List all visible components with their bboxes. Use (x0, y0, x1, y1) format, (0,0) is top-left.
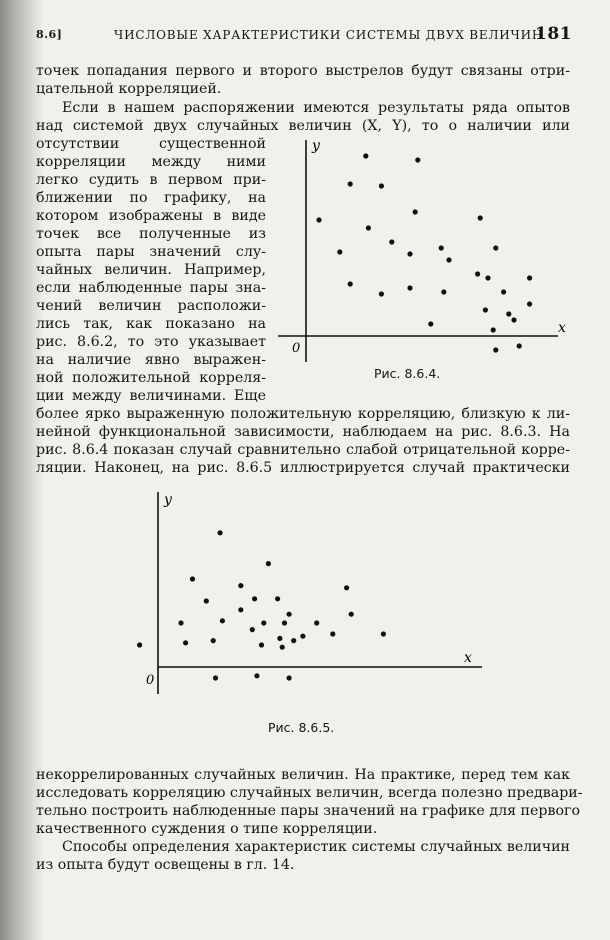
running-title: ЧИСЛОВЫЕ ХАРАКТЕРИСТИКИ СИСТЕМЫ ДВУХ ВЕЛИЧИН (114, 28, 544, 42)
data-point-7 (252, 596, 257, 601)
text-line: если наблюденные пары зна- (36, 280, 266, 296)
data-point-2 (415, 157, 420, 162)
data-point-18 (330, 631, 335, 636)
data-point-18 (407, 285, 412, 290)
text-line: более ярко выраженную положительную корреляцию, близкую к ли- (36, 406, 570, 422)
data-point-28 (511, 317, 516, 322)
origin-label: 0 (292, 341, 301, 356)
data-point-23 (183, 640, 188, 645)
text-line: некоррелированных случайных величин. На практике, перед тем как (36, 767, 570, 783)
text-line: точек все полученные из (36, 226, 266, 242)
text-line: рис. 8.6.4 показан случай сравнительно слабой отрицательной корре- (36, 442, 570, 458)
data-point-5 (413, 209, 418, 214)
data-point-27 (280, 645, 285, 650)
text-line: ляции. Наконец, на рис. 8.6.5 иллюстрируется случай практически (36, 460, 570, 476)
data-point-7 (366, 225, 371, 230)
data-point-26 (428, 321, 433, 326)
text-line: нейной функциональной зависимости, наблюдаем на рис. 8.6.3. На (36, 424, 570, 440)
y-axis-label: y (164, 492, 172, 508)
data-point-16 (348, 281, 353, 286)
figure-caption-8-6-4: Рис. 8.6.4. (374, 366, 441, 381)
data-point-14 (446, 257, 451, 262)
text-line: отсутствии существенной (36, 136, 266, 152)
figure-8-6-5-scatter (120, 490, 490, 700)
data-point-3 (190, 576, 195, 581)
text-line: точек попадания первого и второго выстрелов будут связаны отри- (36, 63, 570, 79)
text-line: ближении по графику, на (36, 190, 266, 206)
data-point-1 (218, 530, 223, 535)
data-point-20 (211, 638, 216, 643)
text-line: опыта пары значений слу- (36, 244, 266, 260)
data-point-17 (314, 620, 319, 625)
page-header (36, 24, 576, 46)
data-point-10 (287, 612, 292, 617)
data-point-19 (441, 289, 446, 294)
data-point-16 (250, 627, 255, 632)
text-line: рис. 8.6.2, то это указывает (36, 334, 266, 350)
text-line: тельно построить наблюденные пары значений на графике для первого (36, 803, 580, 819)
data-point-29 (254, 673, 259, 678)
data-point-6 (316, 217, 321, 222)
text-line: исследовать корреляцию случайных величин, всегда полезно предвари- (36, 785, 583, 801)
data-point-26 (137, 642, 142, 647)
data-point-22 (300, 634, 305, 639)
data-point-8 (238, 607, 243, 612)
data-point-15 (282, 620, 287, 625)
data-point-5 (344, 585, 349, 590)
data-point-17 (379, 291, 384, 296)
data-point-2 (266, 561, 271, 566)
data-point-13 (493, 245, 498, 250)
data-point-21 (277, 636, 282, 641)
x-axis-label: x (558, 320, 566, 336)
data-point-14 (261, 620, 266, 625)
text-line: Если в нашем распоряжении имеются результаты ряда опытов (62, 100, 570, 116)
text-line: ной положительной корреля- (36, 370, 266, 386)
page-number: 181 (535, 24, 572, 44)
figure-caption-8-6-5: Рис. 8.6.5. (268, 720, 335, 735)
data-point-11 (478, 215, 483, 220)
data-points (316, 153, 532, 352)
data-point-1 (363, 153, 368, 158)
section-number: 8.6] (36, 28, 63, 41)
data-point-24 (259, 642, 264, 647)
data-point-11 (349, 612, 354, 617)
y-axis-label: y (312, 138, 320, 154)
text-line: на наличие явно выражен- (36, 352, 266, 368)
text-line: легко судить в первом при- (36, 172, 266, 188)
data-point-27 (491, 327, 496, 332)
data-point-9 (275, 596, 280, 601)
data-point-10 (407, 251, 412, 256)
data-point-15 (475, 271, 480, 276)
text-line: корреляции между ними (36, 154, 266, 170)
text-line: ции между величинами. Еще (36, 388, 266, 404)
data-point-25 (506, 311, 511, 316)
text-line: чений величин расположи- (36, 298, 266, 314)
data-point-22 (501, 289, 506, 294)
text-line: котором изображены в виде (36, 208, 266, 224)
text-line: качественного суждения о типе корреляции. (36, 821, 378, 837)
data-point-12 (178, 620, 183, 625)
data-points (137, 530, 386, 680)
text-line: над системой двух случайных величин (X, Y), то о наличии или (36, 118, 570, 134)
data-point-9 (389, 239, 394, 244)
data-point-20 (485, 275, 490, 280)
data-point-3 (348, 181, 353, 186)
data-point-23 (527, 301, 532, 306)
data-point-6 (204, 598, 209, 603)
data-point-21 (527, 275, 532, 280)
data-point-4 (238, 583, 243, 588)
data-point-12 (439, 245, 444, 250)
origin-label: 0 (146, 673, 155, 688)
data-point-19 (381, 631, 386, 636)
text-line: цательной корреляцией. (36, 81, 222, 97)
data-point-30 (517, 343, 522, 348)
text-line: лись так, как показано на (36, 316, 266, 332)
text-line: чайных величин. Например, (36, 262, 266, 278)
text-line: Способы определения характеристик системы случайных величин (62, 839, 570, 855)
data-point-24 (483, 307, 488, 312)
data-point-8 (337, 249, 342, 254)
data-point-4 (379, 183, 384, 188)
x-axis-label: x (464, 650, 472, 666)
data-point-30 (287, 675, 292, 680)
data-point-29 (493, 347, 498, 352)
text-line: из опыта будут освещены в гл. 14. (36, 857, 295, 873)
data-point-28 (213, 675, 218, 680)
data-point-25 (291, 638, 296, 643)
data-point-13 (220, 618, 225, 623)
figure-8-6-4-scatter (272, 136, 572, 366)
